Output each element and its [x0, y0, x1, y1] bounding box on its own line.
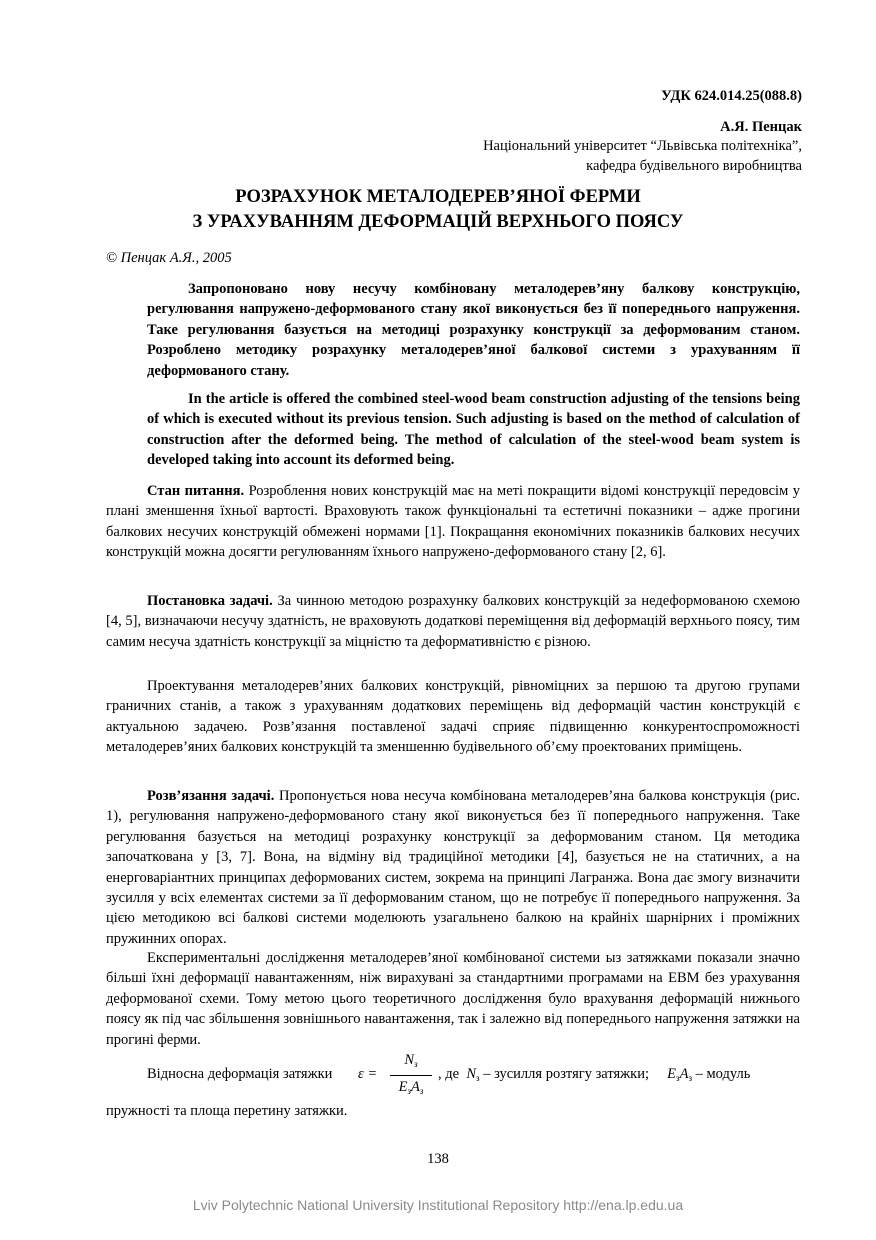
formula-epsilon: ε = [358, 1066, 378, 1082]
paragraph-design [106, 676, 800, 758]
repository-footer: Lviv Polytechnic National University Institutional Repository http://ena.lp.edu.ua [192, 1197, 684, 1213]
section-heading-solution: Розв’язання задачі. [147, 788, 275, 804]
section-problem-statement [106, 591, 800, 652]
formula-line [106, 1052, 800, 1102]
formula-numerator: $N_з$ [404, 1052, 418, 1069]
section-text-problem: За чинною методою розрахунку балкових конструкцій за недеформованою схемою [4, 5], визначаючи несучу здатність, не враховують додаткові переміщення від деформацій верхнього поясу, тим самим несуча здатність конструкції за міцністю та деформативністю є різною. [106, 593, 800, 650]
abstract-english-text: In the article is offered the combined steel-wood beam construction adjusting of the tensions being of which is executed without its previous tension. Such adjusting is based on the method of calculation of construction after the deformed being. The method of calculation of the steel-wood beam system is developed taking into account its deformed being. [147, 391, 800, 469]
affiliation-department: кафедра будівельного виробництва [586, 158, 802, 174]
abstract-ukrainian-text: Запропоновано нову несучу комбіновану металодерев’яну балкову конструкцію, регулювання напружено-деформованого стану якої виконується без її попереднього напруження. Таке регулювання базується на методиці розрахунку конструкції за деформованим станом. Розроблено методику розрахунку металодерев’яної балкової системи з урахуванням її деформованого стану. [147, 281, 800, 379]
section-solution [106, 786, 800, 949]
abstract-english [147, 389, 800, 471]
title-line-2: З УРАХУВАННЯМ ДЕФОРМАЦІЙ ВЕРХНЬОГО ПОЯСУ [192, 212, 684, 232]
formula-fraction [386, 1052, 436, 1100]
formula-denominator: $E_зA_з$ [398, 1079, 424, 1096]
formula-explanation: , де $N_з$ – зусилля розтягу затяжки; $E_зA_з$ – модуль [438, 1066, 751, 1083]
author-name: А.Я. Пенцак [720, 119, 802, 135]
section-text-state: Розроблення нових конструкцій має на меті покращити відомі конструкції передовсім у плані зменшення їхньої вартості. Враховують також функціональні та естетичні показники – адже прогини балкових несучих конструкцій обмежені нормами [1]. Покращання економічних показників балкових несучих конструкцій можна досягти регулюванням їхнього напружено-деформованого стану [2, 6]. [106, 483, 800, 561]
section-heading-state: Стан питання. [147, 483, 245, 499]
title-line-1: РОЗРАХУНОК МЕТАЛОДЕРЕВ’ЯНОЇ ФЕРМИ [235, 187, 641, 207]
affiliation-university: Національний університет “Львівська політехніка”, [483, 138, 802, 154]
copyright-notice: © Пенцак А.Я., 2005 [106, 250, 232, 266]
paragraph-experiments-text: Експериментальні дослідження металодерев’яної комбінованої системи ыз затяжками показали значно більші їхні деформації навантаженням, ніж вирахувані за стандартними програмами на ЕВМ без урахування деформованої схеми. Тому метою цього теоретичного дослідження було врахування деформацій нижнього поясу як під час збільшення зовнішнього навантаження, так і залежно від попереднього напруження затяжки на прогині ферми. [106, 950, 800, 1048]
formula-continuation: пружності та площа перетину затяжки. [106, 1103, 348, 1119]
udk-code: УДК 624.014.25(088.8) [661, 88, 802, 104]
paragraph-design-text: Проектування металодерев’яних балкових конструкцій, рівноміцних за першою та другою групами граничних станів, а також з урахуванням додаткових переміщень від деформацій частин конструкцій є актуальною задачею. Розв’язання поставленої задачі сприяє підвищенню конкурентоспроможності металодерев’яних балкових конструкцій та зменшенню будівельного об’єму проектованих приміщень. [106, 678, 800, 756]
section-text-solution: Пропонується нова несуча комбінована металодерев’яна балкова конструкція (рис. 1), регулювання напружено-деформованого стану якої виконується без її попереднього напруження. Таке регулювання базується на методиці розрахунку конструкції за деформованим станом. Ця методика започаткована у [3, 7]. Вона, на відміну від традиційної методики [4], базується не на статичних, а на енерговаріантних принципах деформованих систем, зокрема на принципі Лагранжа. Вона дає змогу визначити зусилля у всіх елементах системи за її деформованим станом, що не потребує її попереднього напруження. За цією методикою всі балкові системи моделюють узагальнено балкою на крайніх шарнірних і проміжних пружинних опорах. [106, 788, 800, 947]
section-heading-problem: Постановка задачі. [147, 593, 273, 609]
page-number: 138 [427, 1151, 449, 1167]
section-state-of-question [106, 481, 800, 563]
paper-title [0, 185, 876, 235]
abstract-ukrainian [147, 279, 800, 381]
fraction-bar [390, 1075, 432, 1076]
paragraph-experiments [106, 948, 800, 1050]
formula-intro: Відносна деформація затяжки [147, 1066, 333, 1082]
